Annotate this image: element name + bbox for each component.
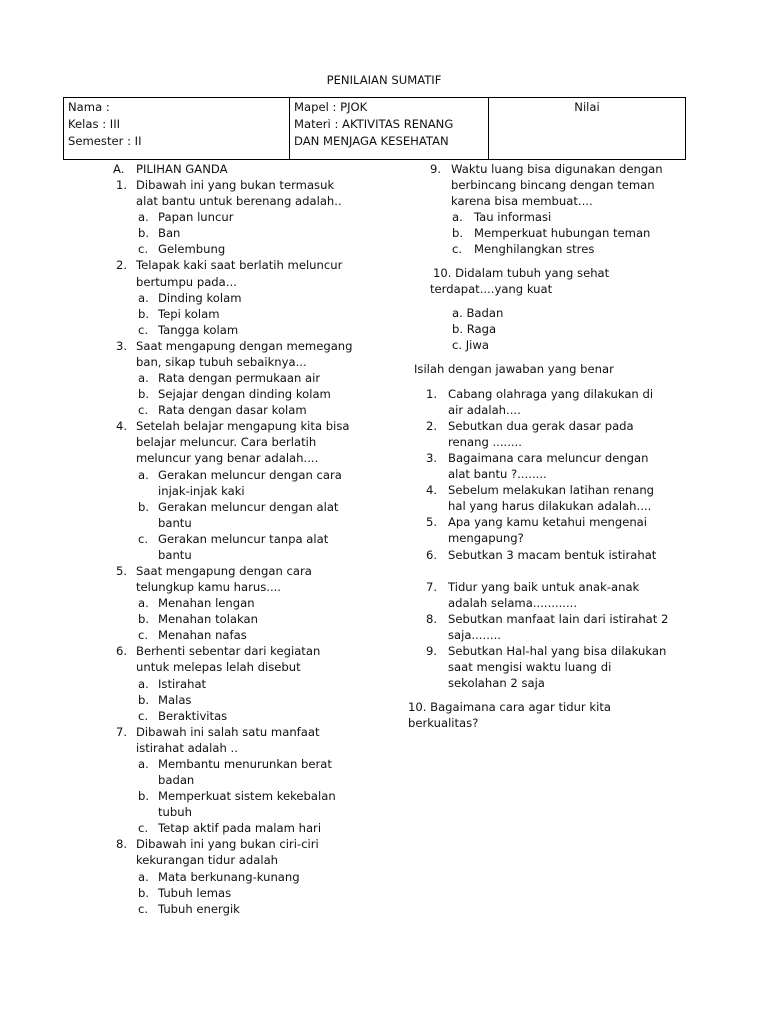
section-marker: A. (113, 162, 125, 176)
question-text: karena bisa membuat.... (451, 194, 593, 209)
semester-label: Semester : II (68, 134, 142, 148)
question-text: berkualitas? (408, 716, 479, 730)
option-key: c. (138, 708, 149, 723)
question-text: belajar meluncur. Cara berlatih (136, 435, 317, 450)
page-title: PENILAIAN SUMATIF (326, 73, 442, 87)
option-text: Rata dengan dasar kolam (158, 403, 307, 418)
question-number: 3. (116, 338, 128, 353)
option-key: c. (138, 531, 149, 546)
option-text: Tubuh lemas (158, 885, 232, 900)
nama-label: Nama : (68, 100, 110, 114)
option-key: c. (138, 821, 149, 836)
materi-label: Materi : AKTIVITAS RENANG (294, 117, 454, 131)
essay-heading: Isilah dengan jawaban yang benar (414, 362, 614, 376)
option-text: Tau informasi (474, 210, 552, 225)
option-key: c. (138, 628, 149, 643)
question-text: terdapat....yang kuat (430, 282, 553, 296)
question-text: Tidur yang baik untuk anak-anak (448, 580, 640, 594)
option-key: a. (138, 869, 149, 884)
option-key: b. (138, 612, 150, 627)
option-key: b. (138, 789, 150, 804)
option-text: Tangga kolam (158, 322, 239, 337)
question-text: telungkup kamu harus.... (136, 580, 281, 595)
question-number: 6. (426, 548, 438, 562)
option-key: b. (452, 226, 464, 241)
question-number: 7. (426, 580, 438, 594)
question-text: Sebutkan dua gerak dasar pada (448, 419, 634, 433)
question-number: 1. (116, 178, 128, 193)
option-text: Tetap aktif pada malam hari (158, 821, 322, 836)
option-text: Malas (158, 692, 192, 707)
option-key: b. (138, 387, 150, 402)
question-text: mengapung? (448, 531, 524, 546)
question-text: Sebutkan 3 macam bentuk istirahat (448, 548, 657, 562)
nilai-cell (489, 98, 686, 160)
question-text: saja........ (448, 628, 501, 643)
option-text: Istirahat (158, 676, 207, 691)
option-key: a. (138, 210, 149, 225)
question-text: Waktu luang bisa digunakan dengan (451, 162, 663, 176)
question-text: air adalah.... (448, 403, 521, 418)
option-key: c. (138, 901, 149, 916)
question-number: 7. (116, 724, 128, 739)
option-text: Gerakan meluncur dengan alat (158, 499, 339, 514)
option-text: bantu (158, 547, 192, 562)
section-title: PILIHAN GANDA (136, 162, 228, 176)
question-text: berbincang bincang dengan teman (451, 178, 655, 193)
question-text: Setelah belajar mengapung kita bisa (136, 419, 350, 434)
question-text: Saat mengapung dengan cara (136, 564, 312, 578)
option-key: a. (138, 676, 149, 691)
option-text: Gerakan meluncur tanpa alat (158, 531, 329, 546)
question-text: 10. Bagaimana cara agar tidur kita (408, 700, 611, 714)
question-text: kekurangan tidur adalah (136, 853, 279, 868)
question-number: 2. (116, 258, 128, 273)
option-text: Papan luncur (158, 210, 234, 225)
kelas-label: Kelas : III (68, 117, 121, 131)
question-text: sekolahan 2 saja (448, 676, 545, 691)
question-text: renang ........ (448, 435, 522, 450)
option-key: b. (138, 885, 150, 900)
option-key: a. (138, 467, 149, 482)
option-text: bantu (158, 515, 192, 530)
option-key: c. (138, 322, 149, 337)
option-text: injak-injak kaki (158, 483, 245, 498)
option-text: Beraktivitas (158, 708, 228, 723)
option-text: Gerakan meluncur dengan cara (158, 467, 342, 482)
question-number: 1. (426, 387, 438, 401)
question-number: 2. (426, 419, 438, 433)
question-number: 4. (426, 483, 438, 497)
option-text: Menahan nafas (158, 628, 247, 643)
option-key: c. (138, 403, 149, 418)
question-text: bertumpu pada... (136, 274, 237, 289)
option-key: b. (138, 692, 150, 707)
question-number: 5. (116, 564, 128, 578)
question-number: 6. (116, 644, 128, 659)
question-text: adalah selama............ (448, 596, 578, 611)
option-text: a. Badan (452, 306, 504, 320)
materi-label-cont: DAN MENJAGA KESEHATAN (294, 134, 449, 148)
mapel-label: Mapel : PJOK (294, 100, 368, 114)
nilai-label: Nilai (574, 100, 600, 114)
option-key: a. (138, 596, 149, 611)
option-key: a. (138, 756, 149, 771)
question-text: untuk melepas lelah disebut (136, 660, 301, 675)
option-key: c. (452, 242, 463, 257)
question-text: Bagaimana cara meluncur dengan (448, 451, 649, 465)
option-key: b. (138, 306, 150, 321)
question-text: saat mengisi waktu luang di (448, 660, 612, 675)
option-key: a. (138, 371, 149, 386)
question-text: Sebutkan manfaat lain dari istirahat 2 (448, 612, 669, 626)
option-text: tubuh (158, 805, 192, 820)
subject-info-cell (290, 98, 489, 160)
option-text: Sejajar dengan dinding kolam (158, 387, 331, 402)
option-text: Ban (158, 226, 181, 241)
question-number: 9. (430, 162, 442, 176)
question-text: ban, sikap tubuh sebaiknya... (136, 354, 307, 369)
question-text: Telapak kaki saat berlatih meluncur (136, 258, 343, 273)
option-text: Dinding kolam (158, 290, 242, 305)
question-text: hal yang harus dilakukan adalah.... (448, 499, 652, 514)
option-text: Gelembung (158, 242, 226, 257)
question-text: alat bantu untuk berenang adalah.. (136, 194, 342, 209)
option-text: Tepi kolam (158, 306, 220, 321)
option-text: Memperkuat sistem kekebalan (158, 789, 336, 804)
question-text: Cabang olahraga yang dilakukan di (448, 387, 654, 401)
question-text: Saat mengapung dengan memegang (136, 338, 353, 353)
option-text: Menahan lengan (158, 596, 255, 611)
option-key: a. (138, 290, 149, 305)
option-text: Rata dengan permukaan air (158, 371, 321, 386)
option-key: b. (138, 226, 150, 241)
option-text: Mata berkunang-kunang (158, 869, 300, 884)
option-text: Tubuh energik (158, 901, 240, 916)
question-number: 3. (426, 451, 438, 465)
question-text: Sebutkan Hal-hal yang bisa dilakukan (448, 644, 667, 658)
option-text: c. Jiwa (452, 338, 489, 353)
question-text: Apa yang kamu ketahui mengenai (448, 515, 648, 529)
option-key: a. (452, 210, 463, 225)
question-text: Dibawah ini salah satu manfaat (136, 724, 320, 739)
question-text: alat bantu ?........ (448, 467, 547, 482)
question-text: Dibawah ini yang bukan ciri-ciri (136, 837, 319, 852)
option-text: Menahan tolakan (158, 612, 259, 627)
option-key: c. (138, 242, 149, 257)
question-text: Sebelum melakukan latihan renang (448, 483, 655, 497)
question-number: 9. (426, 644, 438, 658)
option-text: Menghilangkan stres (474, 242, 595, 257)
question-number: 4. (116, 419, 128, 434)
option-text: b. Raga (452, 322, 497, 337)
student-info-cell (64, 98, 290, 160)
question-text: meluncur yang benar adalah.... (136, 451, 319, 466)
question-text: Berhenti sebentar dari kegiatan (136, 644, 321, 659)
question-number: 5. (426, 515, 438, 529)
option-text: Membantu menurunkan berat (158, 756, 332, 771)
question-number: 8. (116, 837, 128, 852)
option-text: Memperkuat hubungan teman (474, 226, 651, 241)
option-key: b. (138, 499, 150, 514)
question-text: 10. Didalam tubuh yang sehat (433, 266, 610, 280)
option-text: badan (158, 773, 195, 788)
question-number: 8. (426, 612, 438, 626)
question-text: Dibawah ini yang bukan termasuk (136, 178, 335, 193)
header-table (63, 97, 686, 160)
question-text: istirahat adalah .. (136, 740, 238, 755)
